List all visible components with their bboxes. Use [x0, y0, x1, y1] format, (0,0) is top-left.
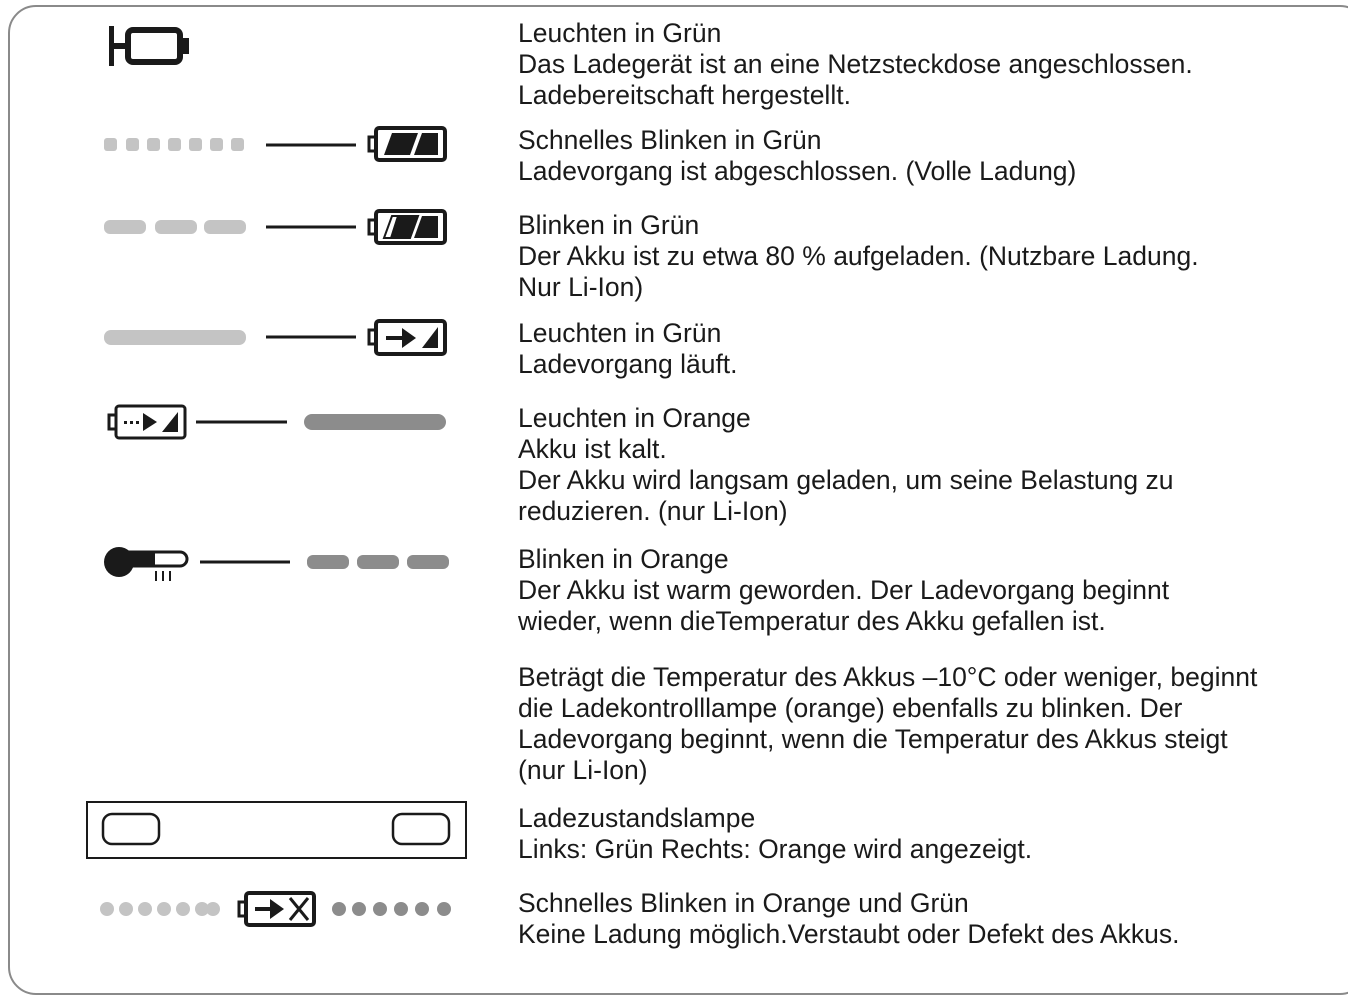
row-description-9 — [518, 888, 1179, 950]
row-description-8 — [518, 803, 1032, 865]
row-title: Ladezustandslampe — [518, 803, 756, 833]
row-line: Ladevorgang beginnt, wenn die Temperatur des Akkus steigt — [518, 724, 1228, 754]
row-description-6 — [518, 544, 1169, 637]
icon-column — [0, 0, 500, 979]
row-line: Akku ist kalt. — [518, 434, 667, 464]
row-line: Ladevorgang läuft. — [518, 349, 738, 379]
charger-plug-icon — [109, 26, 189, 66]
row-line: wieder, wenn dieTemperatur des Akku gefallen ist. — [518, 606, 1106, 636]
battery-error-icon — [239, 893, 314, 925]
row-title: Blinken in Grün — [518, 210, 700, 240]
row-title: Schnelles Blinken in Orange und Grün — [518, 888, 969, 918]
row-title: Schnelles Blinken in Grün — [518, 125, 822, 155]
row-line: Beträgt die Temperatur des Akkus –10°C oder weniger, beginnt — [518, 662, 1258, 692]
blink-green-dashes — [104, 220, 246, 234]
row-line: Der Akku ist warm geworden. Der Ladevorgang beginnt — [518, 575, 1170, 605]
row-line: Ladebereitschaft hergestellt. — [518, 80, 851, 110]
row-title: Leuchten in Grün — [518, 318, 722, 348]
row-line: Nur Li-Ion) — [518, 272, 644, 302]
row-description-7 — [518, 662, 1257, 786]
row-description-4 — [518, 318, 738, 380]
row-description-3 — [518, 210, 1199, 303]
row-title: Leuchten in Orange — [518, 403, 751, 433]
row-line: die Ladekontrolllampe (orange) ebenfalls zu blinken. Der — [518, 693, 1183, 723]
thermometer-icon — [104, 547, 187, 581]
row-line: Der Akku ist zu etwa 80 % aufgeladen. (Nutzbare Ladung. — [518, 241, 1199, 271]
fast-blink-green-dots — [104, 138, 244, 151]
battery-full-icon — [369, 128, 445, 160]
row-title: Blinken in Orange — [518, 544, 729, 574]
battery-charging-icon — [369, 321, 445, 354]
row-line: reduzieren. (nur Li-Ion) — [518, 496, 788, 526]
row-line: Links: Grün Rechts: Orange wird angezeigt. — [518, 834, 1033, 864]
row-line: Ladevorgang ist abgeschlossen. (Volle Ladung) — [518, 156, 1077, 186]
fast-blink-green-dots — [100, 902, 220, 916]
row-description-1 — [518, 18, 1193, 111]
row-line: (nur Li-Ion) — [518, 755, 648, 785]
indicator-lamps-icon — [87, 802, 466, 858]
row-title: Leuchten in Grün — [518, 18, 722, 48]
row-line: Der Akku wird langsam geladen, um seine Belastung zu — [518, 465, 1174, 495]
row-line: Das Ladegerät ist an eine Netzsteckdose angeschlossen. — [518, 49, 1193, 79]
row-line: Keine Ladung möglich.Verstaubt oder Defekt des Akkus. — [518, 919, 1180, 949]
battery-80-icon — [369, 211, 445, 243]
blink-orange-dashes — [307, 555, 449, 569]
solid-orange-bar — [304, 414, 446, 430]
row-description-2 — [518, 125, 1076, 187]
battery-slow-charge-icon — [109, 406, 185, 438]
solid-green-bar — [104, 330, 246, 345]
row-description-5 — [518, 403, 1174, 527]
fast-blink-orange-dots — [332, 902, 451, 916]
